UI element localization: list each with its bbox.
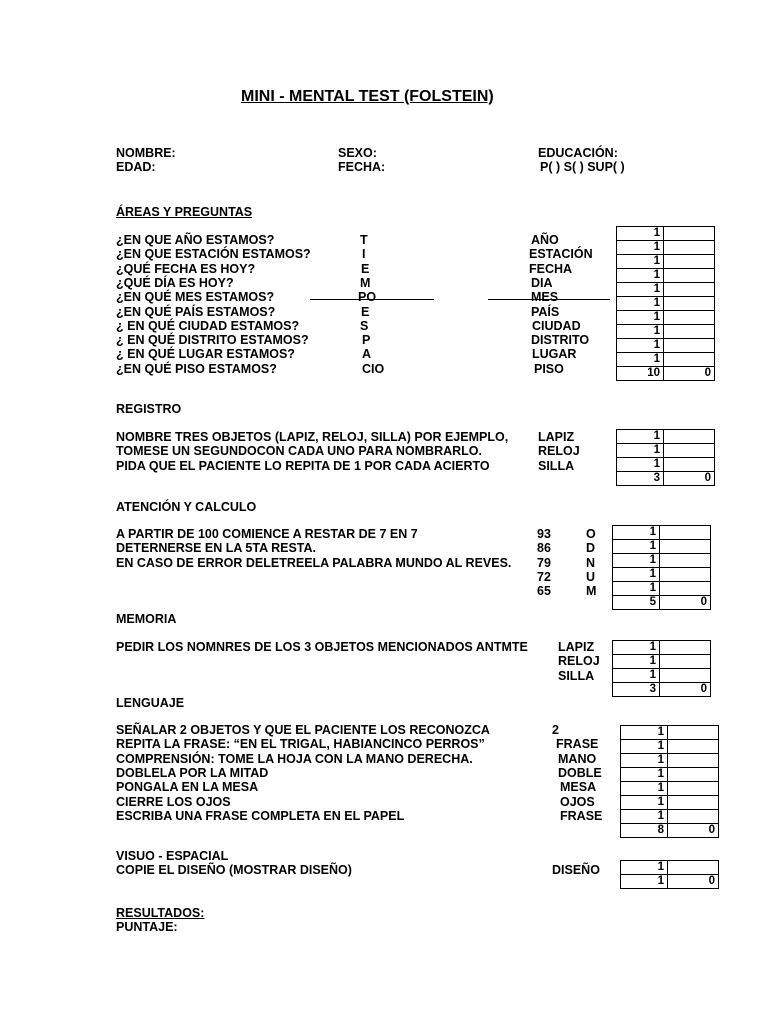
resultados-heading: RESULTADOS:	[116, 906, 205, 920]
memoria-score: 1	[613, 641, 660, 655]
areas-score: 1	[617, 269, 664, 283]
area-letter: M	[360, 275, 371, 290]
lenguaje-line: COMPRENSIÓN: TOME LA HOJA CON LA MANO DERECHA.	[116, 751, 473, 766]
area-letter: CIO	[362, 361, 385, 376]
area-question: ¿EN QUÉ PISO ESTAMOS?	[116, 361, 277, 376]
atencion-score: 1	[613, 526, 660, 540]
page-title: MINI - MENTAL TEST (FOLSTEIN)	[241, 88, 494, 105]
areas-score-blank	[664, 325, 715, 339]
lenguaje-score-table	[620, 725, 719, 838]
educacion-label: EDUCACIÓN:	[538, 146, 618, 160]
visuo-result: 0	[668, 875, 719, 889]
atencion-number: 72	[537, 569, 551, 584]
edad-label: EDAD:	[116, 160, 156, 174]
fecha-label: FECHA:	[338, 160, 386, 174]
registro-heading: REGISTRO	[116, 402, 182, 416]
lenguaje-score-blank	[668, 740, 719, 754]
registro-item: LAPIZ	[538, 430, 575, 444]
memoria-result: 0	[660, 683, 711, 697]
lenguaje-score: 1	[621, 810, 668, 824]
registro-score-table	[616, 429, 715, 486]
areas-score-blank	[664, 283, 715, 297]
areas-score-blank	[664, 353, 715, 367]
registro-score: 1	[617, 444, 664, 458]
nombre-label: NOMBRE:	[116, 146, 176, 160]
visuo-score: 1	[621, 861, 668, 875]
registro-total: 3	[617, 472, 664, 486]
memoria-score-blank	[660, 669, 711, 683]
atencion-score-blank	[660, 540, 711, 554]
atencion-letter: D	[586, 541, 596, 556]
area-question: ¿QUÉ DÍA ES HOY?	[116, 275, 234, 290]
memoria-score-blank	[660, 641, 711, 655]
lenguaje-score: 1	[621, 726, 668, 740]
atencion-number: 65	[537, 584, 551, 599]
area-answer: AÑO	[531, 233, 559, 247]
visuo-heading: VISUO - ESPACIAL	[116, 849, 229, 863]
memoria-item: RELOJ	[558, 654, 600, 669]
lenguaje-line: PONGALA EN LA MESA	[116, 780, 259, 795]
lenguaje-score: 1	[621, 754, 668, 768]
lenguaje-score: 1	[621, 782, 668, 796]
atencion-heading: ATENCIÓN Y CALCULO	[116, 500, 257, 514]
areas-score-blank	[664, 241, 715, 255]
atencion-line: DETERNERSE EN LA 5TA RESTA.	[116, 541, 317, 556]
lenguaje-item: MANO	[558, 751, 597, 766]
areas-score: 1	[617, 297, 664, 311]
lenguaje-line: ESCRIBA UNA FRASE COMPLETA EN EL PAPEL	[116, 808, 405, 823]
memoria-score-blank	[660, 655, 711, 669]
atencion-total: 5	[613, 596, 660, 610]
memoria-total: 3	[613, 683, 660, 697]
areas-score: 1	[617, 353, 664, 367]
lenguaje-score-blank	[668, 768, 719, 782]
lenguaje-heading: LENGUAJE	[116, 696, 185, 710]
areas-total: 10	[617, 367, 664, 381]
area-answer: DIA	[531, 275, 553, 290]
areas-score: 1	[617, 311, 664, 325]
registro-score: 1	[617, 430, 664, 444]
registro-item: RELOJ	[538, 444, 580, 459]
lenguaje-total: 8	[621, 824, 668, 838]
atencion-score-table	[612, 525, 711, 610]
memoria-line: PEDIR LOS NOMNRES DE LOS 3 OBJETOS MENCIONADOS ANTMTE	[116, 640, 528, 654]
area-letter: A	[362, 347, 372, 362]
atencion-letter: M	[586, 584, 597, 599]
atencion-line: EN CASO DE ERROR DELETREELA PALABRA MUNDO AL REVES.	[116, 555, 512, 570]
visuo-score-table	[620, 860, 719, 889]
lenguaje-score-blank	[668, 796, 719, 810]
lenguaje-item: FRASE	[560, 808, 603, 823]
atencion-score-blank	[660, 568, 711, 582]
areas-score: 1	[617, 283, 664, 297]
memoria-score: 1	[613, 669, 660, 683]
areas-score-blank	[664, 227, 715, 241]
lenguaje-line: CIERRE LOS OJOS	[116, 794, 231, 809]
area-letter: P	[362, 333, 371, 348]
area-question: ¿EN QUÉ MES ESTAMOS?	[116, 290, 275, 305]
registro-item: SILLA	[538, 458, 575, 473]
atencion-letter: U	[586, 569, 596, 584]
lenguaje-line: SEÑALAR 2 OBJETOS Y QUE EL PACIENTE LOS RECONOZCA	[116, 723, 490, 737]
area-question: ¿ EN QUÉ CIUDAD ESTAMOS?	[116, 318, 300, 333]
registro-score: 1	[617, 458, 664, 472]
atencion-letter: O	[586, 527, 596, 541]
memoria-score: 1	[613, 655, 660, 669]
lenguaje-score-blank	[668, 782, 719, 796]
educacion-options: P( ) S( ) SUP( )	[540, 160, 625, 174]
areas-score-blank	[664, 255, 715, 269]
area-answer: ESTACIÓN	[529, 247, 593, 262]
atencion-line: A PARTIR DE 100 COMIENCE A RESTAR DE 7 EN 7	[116, 527, 418, 541]
area-answer: MES	[531, 290, 559, 305]
lenguaje-item: DOBLE	[558, 765, 602, 780]
sexo-label: SEXO:	[338, 146, 377, 160]
registro-score-blank	[664, 458, 715, 472]
areas-score: 1	[617, 339, 664, 353]
registro-score-blank	[664, 430, 715, 444]
area-letter: I	[362, 247, 366, 262]
atencion-result: 0	[660, 596, 711, 610]
area-question: ¿QUÉ FECHA ES HOY?	[116, 261, 256, 276]
visuo-score-blank	[668, 861, 719, 875]
atencion-score-blank	[660, 526, 711, 540]
visuo-item: DISEÑO	[552, 863, 600, 877]
lenguaje-item: MESA	[560, 780, 597, 795]
atencion-score: 1	[613, 540, 660, 554]
registro-score-blank	[664, 444, 715, 458]
areas-score-table	[616, 226, 715, 381]
lenguaje-item: 2	[552, 723, 559, 737]
area-answer: FECHA	[529, 261, 573, 276]
area-question: ¿EN QUE AÑO ESTAMOS?	[116, 233, 275, 247]
area-letter: PO	[358, 290, 377, 305]
lenguaje-result: 0	[668, 824, 719, 838]
atencion-score: 1	[613, 582, 660, 596]
lenguaje-line: REPITA LA FRASE: “EN EL TRIGAL, HABIANCINCO PERROS”	[116, 737, 485, 752]
area-answer: DISTRITO	[531, 333, 590, 348]
lenguaje-score-blank	[668, 726, 719, 740]
areas-result: 0	[664, 367, 715, 381]
registro-line: TOMESE UN SEGUNDOCON CADA UNO PARA NOMBRARLO.	[116, 444, 482, 459]
areas-score: 1	[617, 325, 664, 339]
atencion-score: 1	[613, 554, 660, 568]
registro-line: NOMBRE TRES OBJETOS (LAPIZ, RELOJ, SILLA) POR EJEMPLO,	[116, 430, 509, 444]
areas-score-blank	[664, 311, 715, 325]
lenguaje-score: 1	[621, 768, 668, 782]
area-answer: CIUDAD	[532, 318, 581, 333]
atencion-score-blank	[660, 554, 711, 568]
memoria-item: SILLA	[558, 668, 595, 683]
areas-score: 1	[617, 255, 664, 269]
atencion-score-blank	[660, 582, 711, 596]
area-question: ¿EN QUÉ PAÍS ESTAMOS?	[116, 304, 276, 319]
area-question: ¿EN QUE ESTACIÓN ESTAMOS?	[116, 247, 311, 262]
areas-score-blank	[664, 339, 715, 353]
memoria-heading: MEMORIA	[116, 612, 177, 626]
visuo-total: 1	[621, 875, 668, 889]
memoria-item: LAPIZ	[558, 640, 595, 654]
mes-underline-right	[488, 299, 610, 300]
mes-underline-left	[310, 299, 434, 300]
areas-score-blank	[664, 297, 715, 311]
area-letter: E	[361, 261, 370, 276]
lenguaje-line: DOBLELA POR LA MITAD	[116, 765, 269, 780]
area-letter: S	[360, 318, 369, 333]
area-question: ¿ EN QUÉ LUGAR ESTAMOS?	[116, 347, 295, 362]
puntaje-label: PUNTAJE:	[116, 920, 178, 934]
areas-heading: ÁREAS Y PREGUNTAS	[116, 205, 253, 219]
registro-line: PIDA QUE EL PACIENTE LO REPITA DE 1 POR CADA ACIERTO	[116, 458, 490, 473]
area-letter: T	[360, 233, 368, 247]
area-question: ¿ EN QUÉ DISTRITO ESTAMOS?	[116, 333, 309, 348]
atencion-number: 93	[537, 527, 551, 541]
visuo-line: COPIE EL DISEÑO (MOSTRAR DISEÑO)	[116, 863, 352, 877]
area-answer: PISO	[534, 361, 564, 376]
areas-score-blank	[664, 269, 715, 283]
lenguaje-score-blank	[668, 754, 719, 768]
memoria-score-table	[612, 640, 711, 697]
atencion-number: 79	[537, 555, 551, 570]
atencion-score: 1	[613, 568, 660, 582]
atencion-number: 86	[537, 541, 551, 556]
areas-score: 1	[617, 241, 664, 255]
area-answer: PAÍS	[531, 304, 560, 319]
area-letter: E	[361, 304, 370, 319]
area-answer: LUGAR	[532, 347, 577, 362]
areas-score: 1	[617, 227, 664, 241]
lenguaje-item: FRASE	[556, 737, 599, 752]
lenguaje-score: 1	[621, 740, 668, 754]
lenguaje-item: OJOS	[560, 794, 595, 809]
lenguaje-score: 1	[621, 796, 668, 810]
registro-result: 0	[664, 472, 715, 486]
atencion-letter: N	[586, 555, 596, 570]
lenguaje-score-blank	[668, 810, 719, 824]
